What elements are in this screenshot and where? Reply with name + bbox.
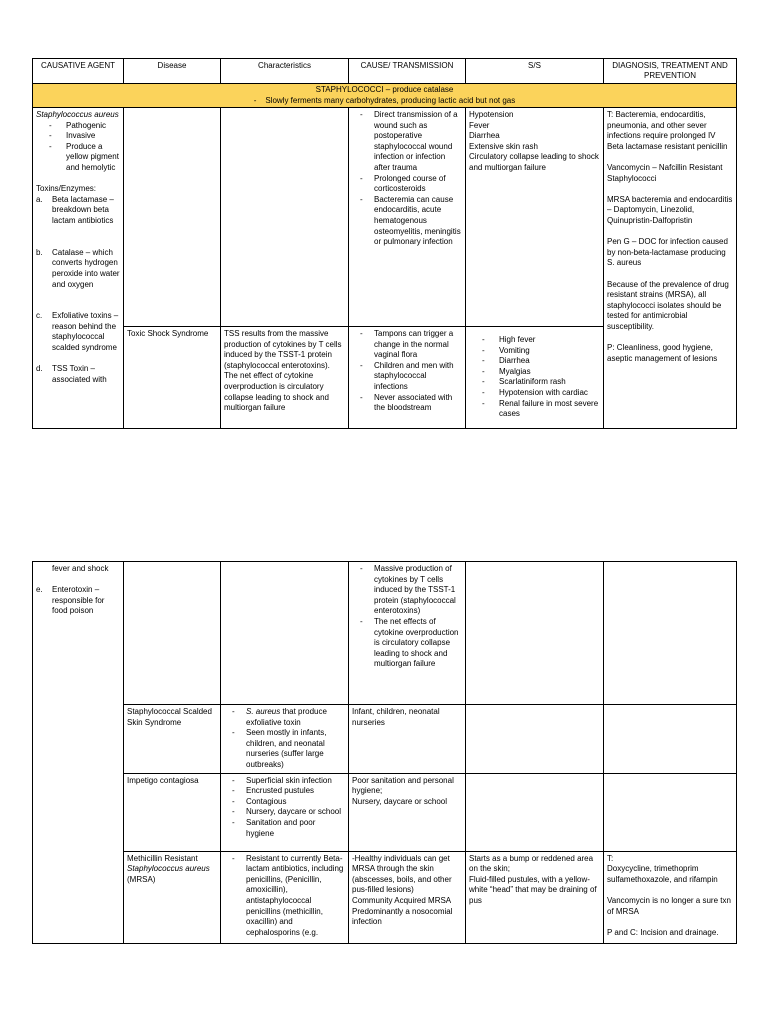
diagnosis-paragraph: Vancomycin – Nafcillin Resistant Staphylococci <box>607 162 723 183</box>
list-item: - Never associated with the bloodstream <box>352 393 462 414</box>
list-item: - Renal failure in most severe cases <box>469 399 600 420</box>
band-cell <box>33 84 737 108</box>
disease-line-organism: Staphylococcus aureus <box>127 864 210 874</box>
list-item: - Direct transmission of a wound such as postoperative staphylococcal wound infection or infection after trauma <box>352 110 462 174</box>
signs-symptoms-cell <box>466 108 604 327</box>
cause-list <box>352 110 462 248</box>
toxin-text: Catalase – which converts hydrogen peroxide into water and oxygen <box>52 247 120 289</box>
diagnosis-paragraph: Because of the prevalence of drug resistant strains (MRSA), all staphylococci isolates should be tested for antimicrobial susceptibility. <box>607 279 729 331</box>
organism-name: S. aureus <box>246 707 281 716</box>
cause-cell <box>349 562 466 705</box>
causative-agent-continued-cell <box>33 562 124 944</box>
disease-line: (MRSA) <box>127 874 156 884</box>
toxin-item-b <box>36 248 120 290</box>
sss-characteristics-list <box>224 707 345 771</box>
list-item: - Bacteremia can cause endocarditis, acute hematogenous osteomyelitis, meningitis or pulmonary infection <box>352 195 462 248</box>
agent-properties <box>36 121 120 174</box>
diagnosis-paragraph: MRSA bacteremia and endocarditis – Daptomycin, Linezolid, Quinupristin-Dalfopristin <box>607 194 733 225</box>
cause-line: Poor sanitation and personal hygiene; <box>352 775 454 796</box>
mrsa-characteristics-list <box>224 854 345 939</box>
list-item: - Hypotension with cardiac <box>469 388 600 399</box>
disease-line: Methicillin Resistant <box>127 853 198 863</box>
impetigo-disease-cell: Impetigo contagiosa <box>124 773 221 851</box>
toxin-text: Beta lactamase – breakdown beta lactam antibiotics <box>52 194 114 225</box>
table-row <box>33 562 737 705</box>
agent-name: Staphylococcus aureus <box>36 110 119 119</box>
symptom-line: Extensive skin rash <box>469 141 538 151</box>
diagnosis-paragraph: Pen G – DOC for infection caused by non-beta-lactamase producing S. aureus <box>607 237 728 268</box>
list-item: - Vomiting <box>469 346 600 357</box>
list-item <box>224 707 345 728</box>
impetigo-characteristics-cell <box>221 773 349 851</box>
list-item: - Scarlatiniform rash <box>469 377 600 388</box>
toxins-heading: Toxins/Enzymes: <box>36 184 97 194</box>
band-line-1: STAPHYLOCOCCI – produce catalase <box>315 85 454 94</box>
list-item: - Seen mostly in infants, children, and neonatal nurseries (suffer large outbreaks) <box>224 728 345 770</box>
diagnosis-cell-empty <box>604 562 737 705</box>
diagnosis-paragraph: Doxycycline, trimethoprim sulfamethoxazole, and rifampin <box>607 864 718 884</box>
diagnosis-cell-empty <box>604 705 737 774</box>
toxin-marker: d. <box>36 364 43 374</box>
cause-list <box>352 564 462 670</box>
list-item: - Produce a yellow pigment and hemolytic <box>36 142 120 174</box>
list-item: - High fever <box>469 335 600 346</box>
sss-cause-cell: Infant, children, neonatal nurseries <box>349 705 466 774</box>
symptom-line: Circulatory collapse leading to shock and multiorgan failure <box>469 152 599 172</box>
tss-symptom-list <box>469 335 600 420</box>
list-item: - Invasive <box>36 131 120 142</box>
tss-symptoms-cell <box>466 327 604 429</box>
list-item: - Children and men with staphylococcal infections <box>352 361 462 393</box>
diagnosis-paragraph: P and C: Incision and drainage. <box>607 927 719 937</box>
tss-cause-list <box>352 329 462 414</box>
staphylococci-table-part1 <box>32 58 737 429</box>
symptoms-cell-empty <box>466 773 604 851</box>
mrsa-disease-cell <box>124 851 221 943</box>
agent-continued-text: fever and shock <box>52 564 109 573</box>
cause-line: Predominantly a nosocomial infection <box>352 906 453 927</box>
list-item: - Diarrhea <box>469 356 600 367</box>
mrsa-symptoms-cell <box>466 851 604 943</box>
diagnosis-cell-empty <box>604 773 737 851</box>
table-row <box>33 851 737 943</box>
mrsa-diagnosis-cell <box>604 851 737 943</box>
toxin-marker: a. <box>36 194 43 204</box>
impetigo-cause-cell <box>349 773 466 851</box>
tss-disease-cell: Toxic Shock Syndrome <box>124 327 221 429</box>
cause-line: Community Acquired MRSA <box>352 895 452 905</box>
toxin-text: TSS Toxin – associated with <box>52 364 107 384</box>
list-item: - Tampons can trigger a change in the normal vaginal flora <box>352 329 462 361</box>
list-item: - Prolonged course of corticosteroids <box>352 174 462 195</box>
sss-characteristics-cell <box>221 705 349 774</box>
header-signs-symptoms: S/S <box>466 59 604 84</box>
diagnosis-paragraph: T: Bacteremia, endocarditis, pneumonia, and other sever infections require prolonged IV Beta lactamase resistant penicillin <box>607 110 728 151</box>
toxin-item-d <box>36 364 120 385</box>
list-item: - Encrusted pustules <box>224 786 345 797</box>
symptom-line: Diarrhea <box>469 131 500 141</box>
tss-characteristics-cell: TSS results from the massive production of cytokines by T cells induced by the TSST-1 protein (staphylococcal enterotoxins). The net effect of cytokine overproduction is circulatory collapse leading to shock and multiorgan failure <box>221 327 349 429</box>
header-diagnosis-treatment: DIAGNOSIS, TREATMENT AND PREVENTION <box>604 59 737 84</box>
toxin-marker: e. <box>36 585 43 595</box>
sss-disease-cell: Staphylococcal Scalded Skin Syndrome <box>124 705 221 774</box>
list-item: - The net effects of cytokine overproduction is circulatory collapse leading to shock and multiorgan failure <box>352 617 462 670</box>
staphylococci-band <box>33 84 737 108</box>
impetigo-characteristics-list <box>224 776 345 840</box>
diagnosis-paragraph: Vancomycin is no longer a sure txn of MRSA <box>607 895 731 916</box>
band-line-2: - Slowly ferments many carbohydrates, producing lactic acid but not gas <box>253 95 516 105</box>
cause-line: -Healthy individuals can get MRSA through the skin (abscesses, boils, and other pus-filled lesions) <box>352 853 452 895</box>
toxin-item-e <box>36 585 120 617</box>
header-row <box>33 59 737 84</box>
mrsa-characteristics-cell <box>221 851 349 943</box>
causative-agent-cell <box>33 108 124 429</box>
list-item: - Resistant to currently Beta-lactam antibiotics, including penicillins, (Penicillin, amoxicillin), antistaphylococcal penicillins (methicillin, oxacillin) and cephalosporins (e.g. <box>224 854 345 939</box>
toxin-text: Exfoliative toxins – reason behind the staphylococcal scalded syndrome <box>52 311 119 353</box>
toxin-item-a <box>36 195 120 227</box>
staphylococci-table-part2 <box>32 561 737 944</box>
list-item: - Myalgias <box>469 367 600 378</box>
header-disease: Disease <box>124 59 221 84</box>
symptom-line: Hypotension <box>469 110 514 119</box>
symptom-line: Starts as a bump or reddened area on the skin; <box>469 853 594 874</box>
list-item: - Superficial skin infection <box>224 776 345 787</box>
symptom-line: Fluid-filled pustules, with a yellow-white “head” that may be draining of pus <box>469 874 597 905</box>
header-characteristics: Characteristics <box>221 59 349 84</box>
list-item: - Pathogenic <box>36 121 120 132</box>
band-line-2-text: Slowly ferments many carbohydrates, producing lactic acid but not gas <box>265 95 516 105</box>
toxin-marker: c. <box>36 311 43 321</box>
list-item: - Contagious <box>224 797 345 808</box>
disease-cell-empty <box>124 562 221 705</box>
table-row <box>33 773 737 851</box>
table-row <box>33 108 737 327</box>
characteristics-cell-empty <box>221 108 349 327</box>
characteristic-text: that produce exfoliative toxin <box>246 707 327 727</box>
toxin-text: Enterotoxin – responsible for food poison <box>52 585 105 616</box>
header-cause-transmission: CAUSE/ TRANSMISSION <box>349 59 466 84</box>
toxin-marker: b. <box>36 247 43 257</box>
symptoms-cell-empty <box>466 562 604 705</box>
diagnosis-cell <box>604 108 737 429</box>
toxin-item-c <box>36 311 120 353</box>
diagnosis-paragraph: P: Cleanliness, good hygiene, aseptic management of lesions <box>607 343 718 363</box>
tss-cause-cell <box>349 327 466 429</box>
symptom-line: Fever <box>469 120 490 130</box>
cause-line: Nursery, daycare or school <box>352 796 447 806</box>
table-row <box>33 705 737 774</box>
list-item: - Nursery, daycare or school <box>224 807 345 818</box>
header-causative-agent: CAUSATIVE AGENT <box>33 59 124 84</box>
list-item: - Sanitation and poor hygiene <box>224 818 345 839</box>
cause-cell <box>349 108 466 327</box>
disease-cell-empty <box>124 108 221 327</box>
mrsa-cause-cell <box>349 851 466 943</box>
symptoms-cell-empty <box>466 705 604 774</box>
characteristics-cell-empty <box>221 562 349 705</box>
list-item: - Massive production of cytokines by T cells induced by the TSST-1 protein (staphylococcal enterotoxins) <box>352 564 462 617</box>
diagnosis-line: T: <box>607 853 614 863</box>
